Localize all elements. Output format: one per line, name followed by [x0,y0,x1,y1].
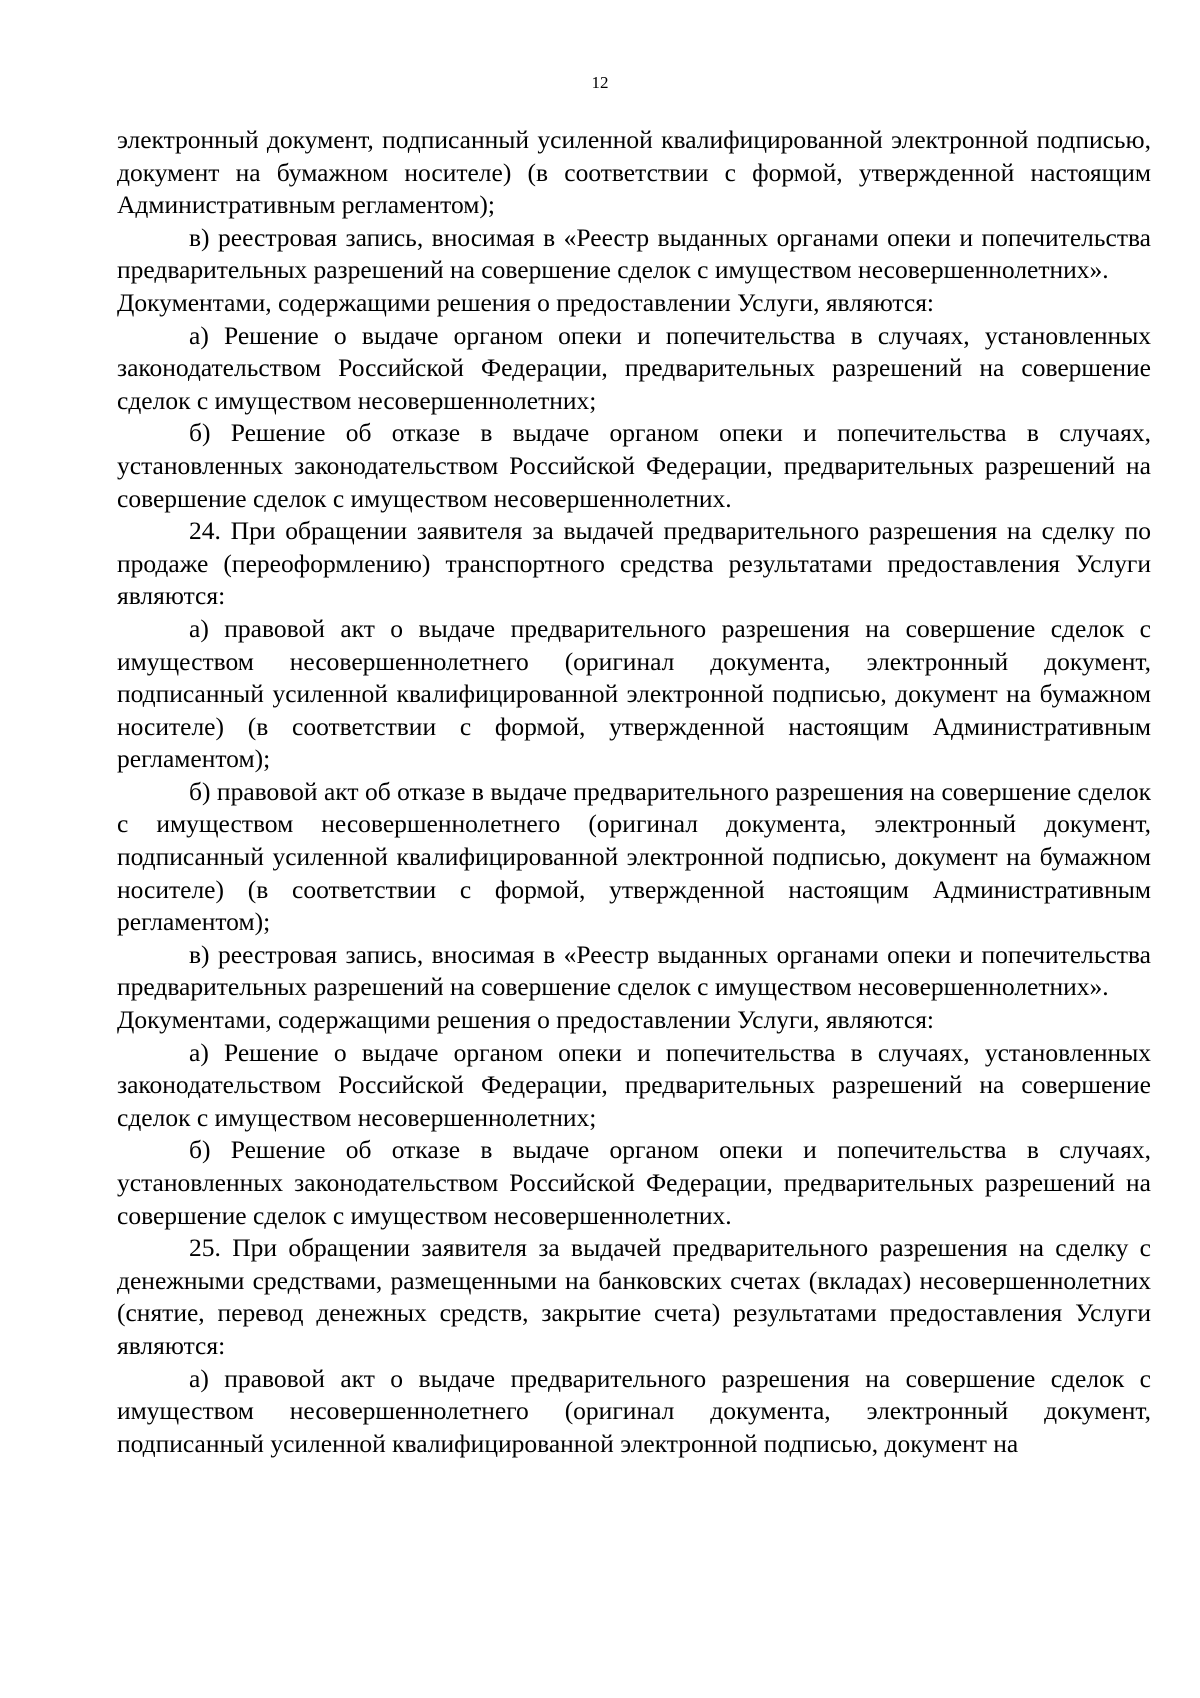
paragraph: Документами, содержащими решения о предоставлении Услуги, являются: [117,287,935,317]
paragraph: в) реестровая запись, вносимая в «Реестр выданных органами опеки и попечительства предварительных разрешений на совершение сделок с имуществом несовершеннолетних». [117,939,1151,1002]
paragraph: электронный документ, подписанный усиленной квалифицированной электронной подписью, документ на бумажном носителе) (в соответствии с формой, утвержденной настоящим Административным регламентом); [117,125,1151,220]
page-number: 12 [591,73,609,92]
paragraph: Документами, содержащими решения о предоставлении Услуги, являются: [117,1005,935,1035]
paragraph: а) Решение о выдаче органом опеки и попечительства в случаях, установленных законодательством Российской Федерации, предварительных разрешений на совершение сделок с имуществом несовершеннолетних; [117,1037,1151,1132]
paragraph: б) Решение об отказе в выдаче органом опеки и попечительства в случаях, установленных законодательством Российской Федерации, предварительных разрешений на совершение сделок с имуществом несовершеннолетних. [117,1135,1151,1230]
paragraph: 24. При обращении заявителя за выдачей предварительного разрешения на сделку по продаже (переоформлению) транспортного средства результатами предоставления Услуги являются: [117,516,1151,611]
paragraph: б) Решение об отказе в выдаче органом опеки и попечительства в случаях, установленных законодательством Российской Федерации, предварительных разрешений на совершение сделок с имуществом несовершеннолетних. [117,418,1151,513]
paragraph: а) правовой акт о выдаче предварительного разрешения на совершение сделок с имуществом несовершеннолетнего (оригинал документа, электронный документ, подписанный усиленной квалифицированной электронной подписью, документ на [117,1363,1151,1458]
paragraph: 25. При обращении заявителя за выдачей предварительного разрешения на сделку с денежными средствами, размещенными на банковских счетах (вкладах) несовершеннолетних (снятие, перевод денежных средств, закрытие счета) результатами предоставления Услуги являются: [117,1233,1151,1360]
paragraph: а) Решение о выдаче органом опеки и попечительства в случаях, установленных законодательством Российской Федерации, предварительных разрешений на совершение сделок с имуществом несовершеннолетних; [117,320,1151,415]
paragraph: б) правовой акт об отказе в выдаче предварительного разрешения на совершение сделок с имуществом несовершеннолетнего (оригинал документа, электронный документ, подписанный усиленной квалифицированной электронной подписью, документ на бумажном носителе) (в соответствии с формой, утвержденной настоящим Административным регламентом); [117,776,1151,937]
paragraph: в) реестровая запись, вносимая в «Реестр выданных органами опеки и попечительства предварительных разрешений на совершение сделок с имуществом несовершеннолетних». [117,222,1151,285]
document-body [117,124,1151,1460]
paragraph: а) правовой акт о выдаче предварительного разрешения на совершение сделок с имуществом несовершеннолетнего (оригинал документа, электронный документ, подписанный усиленной квалифицированной электронной подписью, документ на бумажном носителе) (в соответствии с формой, утвержденной настоящим Административным регламентом); [117,613,1151,774]
